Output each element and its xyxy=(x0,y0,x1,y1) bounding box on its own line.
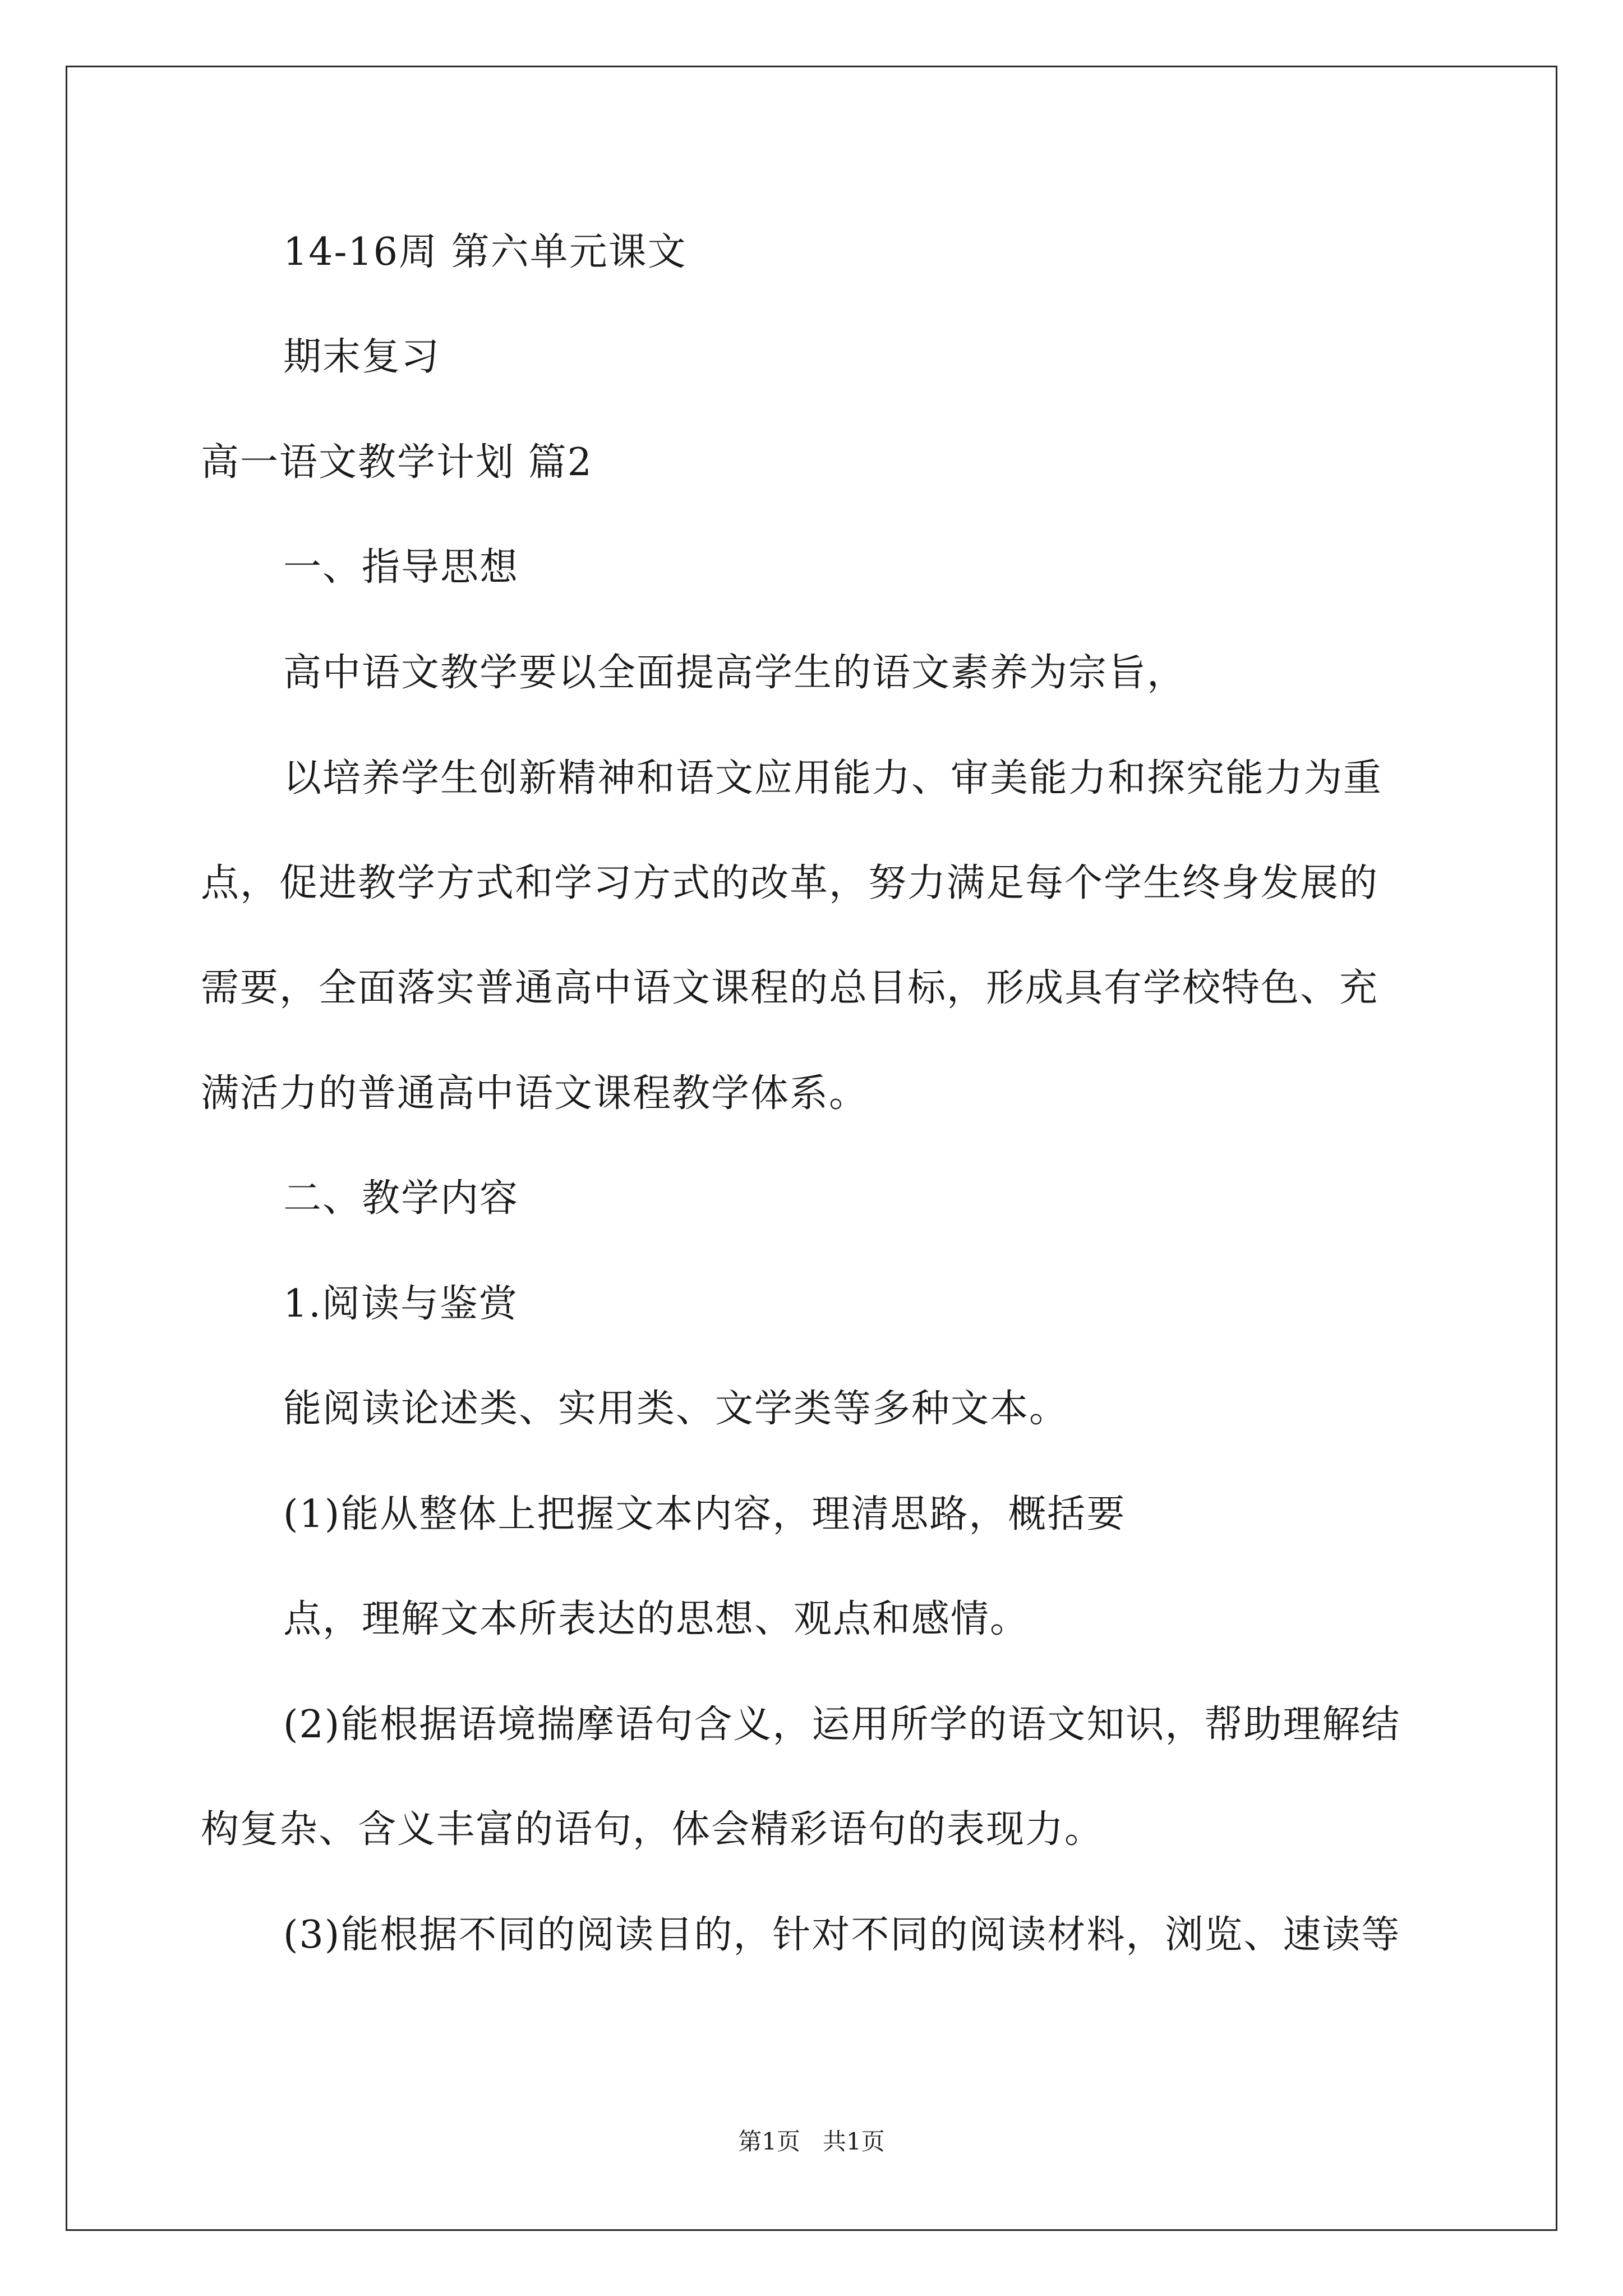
paragraph-line: 满活力的普通高中语文课程教学体系。 xyxy=(201,1071,869,1116)
paragraph-line: 能阅读论述类、实用类、文学类等多种文本。 xyxy=(283,1387,1069,1431)
page-number-footer: 第1页 共1页 xyxy=(738,2128,885,2155)
list-item-2: (2)能根据语境揣摩语句含义，运用所学的语文知识，帮助理解结 xyxy=(283,1703,1401,1747)
paragraph-line: 以培养学生创新精神和语文应用能力、审美能力和探究能力为重 xyxy=(283,756,1383,800)
list-item-1-continued: 点，理解文本所表达的思想、观点和感情。 xyxy=(283,1597,1030,1641)
heading-guiding-thought: 一、指导思想 xyxy=(283,545,519,590)
paragraph-line: 需要，全面落实普通高中语文课程的总目标，形成具有学校特色、充 xyxy=(201,966,1379,1010)
list-item-3: (3)能根据不同的阅读目的，针对不同的阅读材料，浏览、速读等 xyxy=(283,1913,1401,1957)
paragraph-line: 高中语文教学要以全面提高学生的语文素养为宗旨， xyxy=(283,651,1187,695)
list-item-1: (1)能从整体上把握文本内容，理清思路，概括要 xyxy=(283,1492,1126,1536)
paragraph-line: 点，促进教学方式和学习方式的改革，努力满足每个学生终身发展的 xyxy=(201,861,1379,905)
heading-teaching-content: 二、教学内容 xyxy=(283,1176,519,1221)
list-item-2-continued: 构复杂、含义丰富的语句，体会精彩语句的表现力。 xyxy=(201,1807,1104,1852)
schedule-line: 14-16周 第六单元课文 xyxy=(283,230,687,274)
review-line: 期末复习 xyxy=(283,335,441,379)
subheading-reading: 1.阅读与鉴赏 xyxy=(283,1282,518,1326)
page-border xyxy=(66,66,1557,2231)
section-title: 高一语文教学计划 篇2 xyxy=(201,440,593,485)
